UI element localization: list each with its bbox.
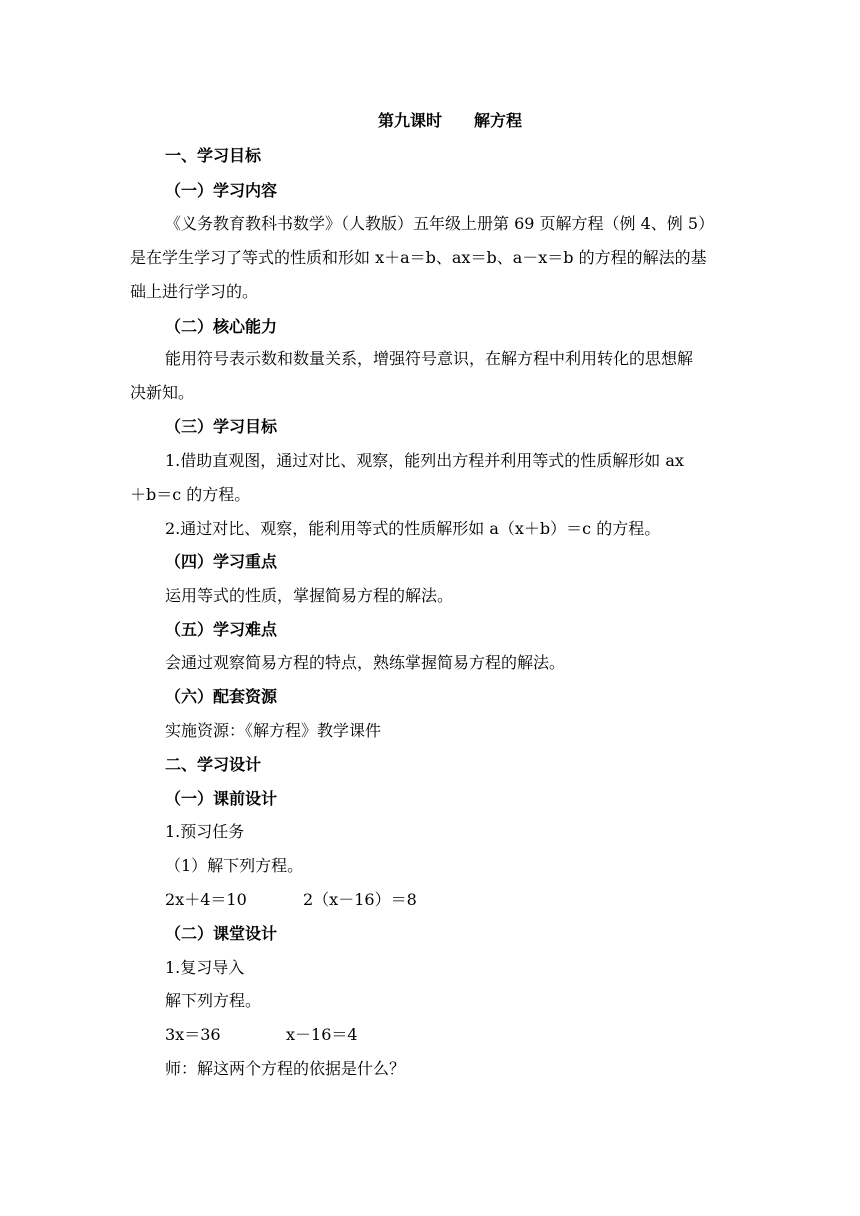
equation: 2（x－16）＝8 <box>303 890 417 909</box>
paragraph-line: 实施资源：《解方程》教学课件 <box>165 721 382 740</box>
paragraph-line: 是在学生学习了等式的性质和形如 x＋a＝b、ax＝b、a－x＝b 的方程的解法的基 <box>130 248 707 267</box>
equation: 2x＋4＝10 <box>165 890 247 909</box>
list-item: （1）解下列方程。 <box>165 856 304 875</box>
paragraph-line: 师：解这两个方程的依据是什么？ <box>165 1059 406 1078</box>
subsection-heading-pre-class: （一）课前设计 <box>165 789 278 808</box>
paragraph-line: 1.借助直观图，通过对比、观察，能列出方程并利用等式的性质解形如 ax <box>165 451 684 470</box>
paragraph-line: ＋b＝c 的方程。 <box>130 485 251 504</box>
page-title: 第九课时 解方程 <box>377 111 522 130</box>
paragraph-line: 运用等式的性质，掌握简易方程的解法。 <box>165 586 454 605</box>
subsection-heading-key-points: （四）学习重点 <box>165 552 278 571</box>
subsection-heading-difficulties: （五）学习难点 <box>165 620 278 639</box>
subsection-heading-goals: （三）学习目标 <box>165 417 278 436</box>
paragraph-line: 能用符号表示数和数量关系，增强符号意识，在解方程中利用转化的思想解 <box>165 349 694 368</box>
equation: 3x＝36 <box>165 1025 221 1044</box>
subsection-heading-resources: （六）配套资源 <box>165 687 278 706</box>
list-item: 1.预习任务 <box>165 822 245 841</box>
list-item: 1.复习导入 <box>165 958 245 977</box>
paragraph-line: 础上进行学习的。 <box>130 282 259 301</box>
section-heading-1: 一、学习目标 <box>165 146 262 165</box>
equation: x－16＝4 <box>286 1025 358 1044</box>
equation-row <box>165 889 860 911</box>
equation-row <box>165 1024 860 1046</box>
paragraph-line: 解下列方程。 <box>165 991 262 1010</box>
paragraph-line: 《义务教育教科书数学》（人教版）五年级上册第 69 页解方程（例 4、例 5） <box>165 214 715 233</box>
paragraph-line: 决新知。 <box>130 383 195 402</box>
section-heading-2: 二、学习设计 <box>165 755 262 774</box>
paragraph-line: 2.通过对比、观察，能利用等式的性质解形如 a（x＋b）＝c 的方程。 <box>165 519 661 538</box>
subsection-heading-in-class: （二）课堂设计 <box>165 924 278 943</box>
paragraph-line: 会通过观察简易方程的特点，熟练掌握简易方程的解法。 <box>165 653 566 672</box>
subsection-heading-content: （一）学习内容 <box>165 181 278 200</box>
subsection-heading-ability: （二）核心能力 <box>165 317 278 336</box>
